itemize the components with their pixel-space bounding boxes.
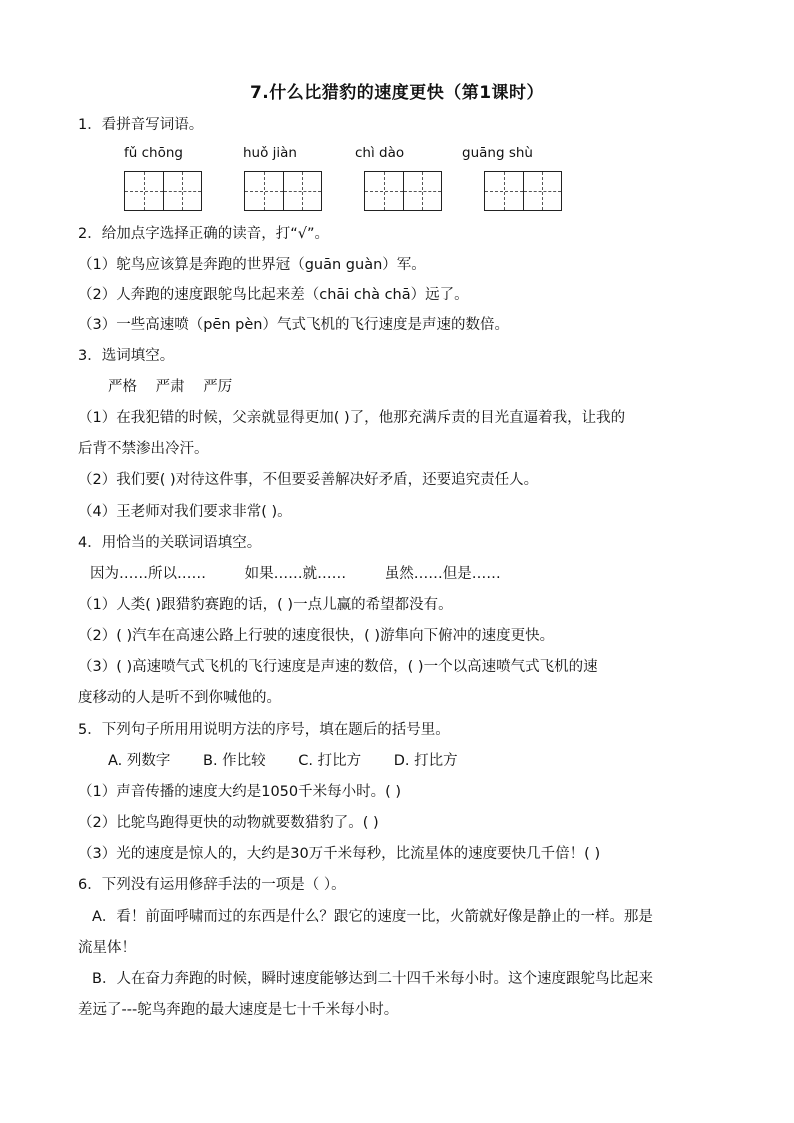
q6-heading: 6．下列没有运用修辞手法的一项是（ ）。	[78, 877, 346, 893]
word-option: 严格	[108, 379, 137, 395]
q6-option-a: A．看！前面呼啸而过的东西是什么？跟它的速度一比，火箭就好像是静止的一样。那是	[92, 909, 653, 925]
word-option: 严厉	[203, 379, 233, 395]
q4-word-bank	[90, 564, 535, 584]
q3-item-1: （1）在我犯错的时候，父亲就显得更加( )了，他那充满斥责的目光直逼着我，让我的	[78, 410, 626, 426]
method-option-d: D. 打比方	[393, 753, 458, 769]
tian-cell[interactable]	[163, 172, 201, 210]
tian-cell[interactable]	[245, 172, 283, 210]
method-option-a: A. 列数字	[108, 753, 171, 769]
method-option-b: B. 作比较	[203, 753, 266, 769]
q2-item-3: （3）一些高速喷（pēn pèn）气式飞机的飞行速度是声速的数倍。	[78, 317, 509, 333]
conjunction-option: 虽然……但是……	[384, 566, 501, 582]
q4-item-1: （1）人类( )跟猎豹赛跑的话，( )一点儿赢的希望都没有。	[78, 597, 453, 613]
q4-item-3-cont: 度移动的人是听不到你喊他的。	[78, 690, 281, 706]
tian-cell[interactable]	[403, 172, 441, 210]
q3-item-1-cont: 后背不禁渗出冷汗。	[78, 441, 209, 457]
tian-cell[interactable]	[485, 172, 523, 210]
q3-heading: 3．选词填空。	[78, 348, 175, 364]
pinyin-row	[0, 145, 794, 165]
writing-grid-2[interactable]	[244, 171, 322, 211]
q2-item-2: （2）人奔跑的速度跟鸵鸟比起来差（chāi chà chā）远了。	[78, 287, 469, 303]
tian-cell[interactable]	[365, 172, 403, 210]
page-title: 7.什么比猎豹的速度更快（第1课时）	[249, 83, 545, 103]
tian-cell[interactable]	[125, 172, 163, 210]
conjunction-option: 因为……所以……	[90, 566, 206, 582]
pinyin-1: fǔ chōng	[124, 145, 183, 161]
q4-heading: 4．用恰当的关联词语填空。	[78, 535, 262, 551]
q2-heading: 2．给加点字选择正确的读音，打“√”。	[78, 226, 329, 242]
q6-option-b-cont: 差远了---鸵鸟奔跑的最大速度是七十千米每小时。	[78, 1002, 399, 1018]
q5-item-1: （1）声音传播的速度大约是1050千米每小时。( )	[78, 784, 402, 800]
pinyin-3: chì dào	[355, 145, 405, 161]
writing-grid-4[interactable]	[484, 171, 562, 211]
q4-item-2: （2）( )汽车在高速公路上行驶的速度很快，( )游隼向下俯冲的速度更快。	[78, 628, 555, 644]
q6-option-b: B．人在奋力奔跑的时候，瞬时速度能够达到二十四千米每小时。这个速度跟鸵鸟比起来	[92, 971, 653, 987]
q3-word-bank	[108, 377, 246, 397]
q6-option-a-cont: 流星体！	[78, 940, 136, 956]
method-option-c: C. 打比方	[298, 753, 362, 769]
q3-item-4: （4）王老师对我们要求非常( )。	[78, 504, 292, 520]
word-option: 严肃	[155, 379, 185, 395]
q5-heading: 5．下列句子所用用说明方法的序号，填在题后的括号里。	[78, 722, 450, 738]
q5-item-2: （2）比鸵鸟跑得更快的动物就要数猎豹了。( )	[78, 815, 379, 831]
tian-cell[interactable]	[283, 172, 321, 210]
tian-cell[interactable]	[523, 172, 561, 210]
q2-item-1: （1）鸵鸟应该算是奔跑的世界冠（guān guàn）军。	[78, 257, 426, 273]
conjunction-option: 如果……就……	[244, 566, 347, 582]
q5-options	[108, 751, 486, 771]
q1-heading: 1．看拼音写词语。	[78, 117, 204, 133]
q5-item-3: （3）光的速度是惊人的，大约是30万千米每秒，比流星体的速度要快几千倍！( )	[78, 846, 601, 862]
pinyin-2: huǒ jiàn	[243, 145, 297, 161]
writing-grid-3[interactable]	[364, 171, 442, 211]
writing-grid-1[interactable]	[124, 171, 202, 211]
q4-item-3: （3）( )高速喷气式飞机的飞行速度是声速的数倍，( )一个以高速喷气式飞机的速	[78, 659, 598, 675]
q3-item-2: （2）我们要( )对待这件事，不但要妥善解决好矛盾，还要追究责任人。	[78, 472, 539, 488]
pinyin-4: guāng shù	[462, 145, 533, 161]
